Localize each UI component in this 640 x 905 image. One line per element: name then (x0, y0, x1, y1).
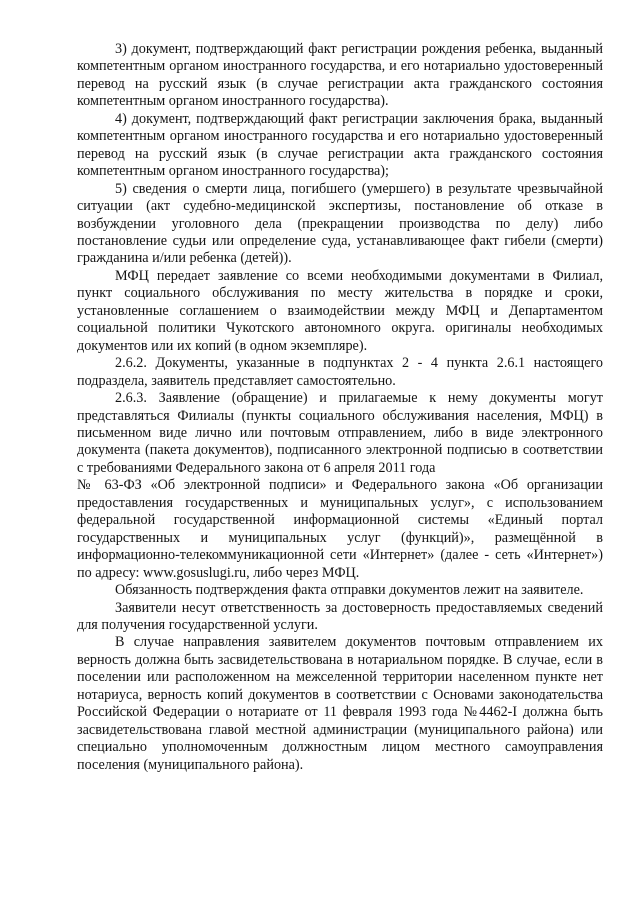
paragraph-electronic-signature-law: № 63-ФЗ «Об электронной подписи» и Федерального закона «Об организации предоставления государственных и муниципальных услуг», с использованием федеральной государственной информационной системы «Единый портал государственных и муниципальных услуг (функций)», размещённой в информационно-телекоммуникационной сети «Интернет» (далее - сеть «Интернет») по адресу: www.gosuslugi.ru, либо через МФЦ. (77, 477, 603, 581)
paragraph-marriage-registration-document: 4) документ, подтверждающий факт регистрации заключения брака, выданный компетентным органом иностранного государства и его нотариально удостоверенный перевод на русский язык (в случае регистрации акта гражданского состояния компетентным органом иностранного государства); (77, 110, 603, 180)
paragraph-2-6-3: 2.6.3. Заявление (обращение) и прилагаемые к нему документы могут представляться Филиалы (пункты социального обслуживания населения, МФЦ) в письменном виде лично или почтовым отправлением, либо в виде электронного документа (пакета документов), подписанного электронной подписью в соответствии с требованиями Федерального закона от 6 апреля 2011 года (77, 390, 603, 476)
document-body (77, 41, 603, 774)
paragraph-proof-of-sending: Обязанность подтверждения факта отправки документов лежит на заявителе. (115, 582, 584, 599)
paragraph-birth-registration-document: 3) документ, подтверждающий факт регистрации рождения ребенка, выданный компетентным органом иностранного государства, и его нотариально удостоверенный перевод на русский язык (в случае регистрации акта гражданского состояния компетентным органом иностранного государства). (77, 41, 603, 110)
paragraph-applicant-responsibility: Заявители несут ответственность за достоверность предоставляемых сведений для получения государственной услуги. (77, 599, 603, 633)
paragraph-postal-notarization: В случае направления заявителем документов почтовым отправлением их верность должна быть засвидетельствована в нотариальном порядке. В случае, если в поселении или расположенном на межселенной территории населенном пункте нет нотариуса, верность копий документов в соответствии с Основами законодательства Российской Федерации о нотариате от 11 февраля 1993 года №4462-I должна быть засвидетельствована главой местной администрации (муниципального района) или специально уполномоченным должностным лицом местного самоуправления поселения (муниципального района). (77, 634, 603, 773)
paragraph-2-6-2: 2.6.2. Документы, указанные в подпунктах 2 - 4 пункта 2.6.1 настоящего подраздела, заявитель представляет самостоятельно. (77, 355, 603, 389)
paragraph-death-information: 5) сведения о смерти лица, погибшего (умершего) в результате чрезвычайной ситуации (акт судебно-медицинской экспертизы, постановление об отказе в возбуждении уголовного дела (прекращении производства по делу) либо постановление судьи или определение суда, устанавливающее факт гибели (смерти) гражданина и/или ребенка (детей)). (77, 180, 603, 267)
paragraph-mfc-transfer: МФЦ передает заявление со всеми необходимыми документами в Филиал, пункт социального обслуживания по месту жительства в порядке и сроки, установленные соглашением о взаимодействии между МФЦ и Департаментом социальной политики Чукотского автономного округа. оригиналы необходимых документов или их копий (в одном экземпляре). (77, 267, 603, 354)
